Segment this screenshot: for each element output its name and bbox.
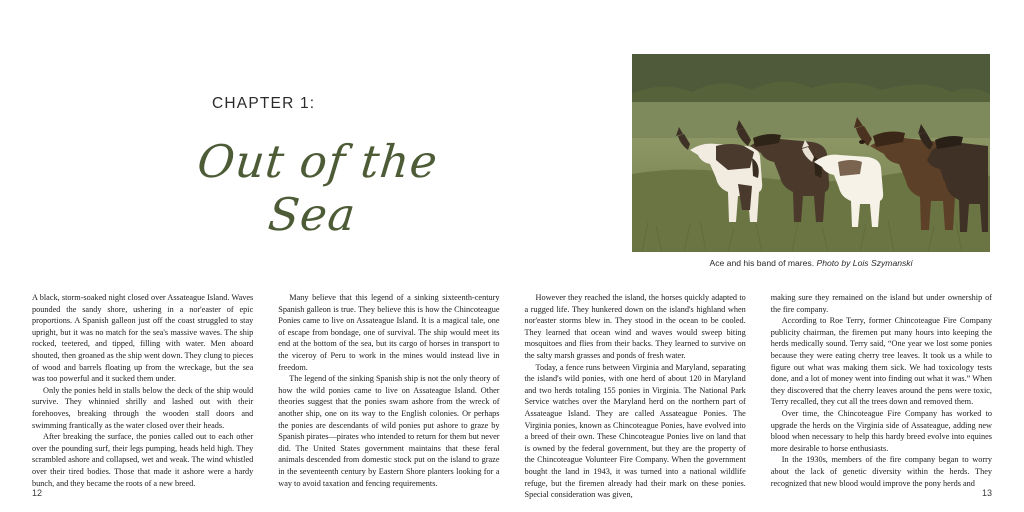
page-number-left: 12	[32, 488, 43, 498]
text-column-1	[32, 292, 253, 501]
paragraph: After breaking the surface, the ponies called out to each other over the pounding surf, their legs pumping, heads held high. They scrambled ashore and collapsed, wet and weak. The wind whistled over their tired bodies. Those that made it ashore were a hardy bunch, and they became the roots of a new breed.	[32, 432, 254, 488]
page-number-right: 13	[981, 488, 992, 498]
paragraph: Over time, the Chincoteague Fire Company has worked to upgrade the herds on the Virginia side of Assateague, adding new blood when necessary to help this hardy breed evolve into equines more desirable to horse enthusiasts.	[770, 408, 992, 453]
text-column-4	[771, 292, 992, 501]
paragraph: Only the ponies held in stalls below the deck of the ship would survive. They whinnied shrilly and lashed out with their forehooves, breaking through the wooden stall doors and swimming frantically as the water closed over their heads.	[32, 385, 254, 430]
paragraph: making sure they remained on the island but under ownership of the fire company.	[770, 293, 992, 314]
photo-horses-on-marsh	[632, 54, 990, 252]
paragraph: Today, a fence runs between Virginia and Maryland, separating the island's wild ponies, with one herd of about 120 in Maryland and two herds totaling 155 ponies in Virginia. The National Park Service watches over the Maryland herd on the northern part of Assateague Island. They are called Assateague Ponies. The Virginia ponies, known as Chincoteague Ponies, have evolved into a breed of their own. These Chincoteague Ponies live on land that is owned by the federal government, but they are the property of the Chincoteague Volunteer Fire Company. When the government bought the land in 1943, it was turned into a national wildlife refuge, but the firemen already had their mark on these ponies. Special consideration was given,	[524, 362, 746, 500]
paragraph: In the 1930s, members of the fire company began to worry about the lack of genetic diversity within the herds. They recognized that new blood would improve the pony herds and	[770, 455, 992, 488]
caption-credit: Photo by Lois Szymanski	[816, 258, 913, 268]
text-column-3	[525, 292, 746, 501]
photo-caption	[632, 258, 990, 268]
chapter-heading	[150, 95, 480, 241]
chapter-title: Out of the Sea	[194, 135, 441, 241]
chapter-label: CHAPTER 1:	[212, 95, 316, 112]
paragraph: Many believe that this legend of a sinking sixteenth-century Spanish galleon is true. They believe this is how the Chincoteague Ponies came to live on Assateague Island. It is a magical tale, one of escape from bondage, one of survival. The ship would meet its end at the bottom of the sea, but its cargo of horses in transport to the viceroy of Peru to work in the mines would instead live in freedom.	[278, 293, 500, 372]
paragraph: The legend of the sinking Spanish ship is not the only theory of how the wild ponies came to live on Assateague Island. Other theories suggest that the ponies swam ashore from the wreck of another ship, one on its way to the English colonies. Or perhaps the ponies are descendants of wild ponies put ashore to graze by Spanish pirates—pirates who intended to return for them but never did. The United States government maintains that these feral animals descended from domestic stock put on the island to graze in the seventeenth century by Eastern Shore planters looking for a way to avoid taxation and fencing requirements.	[278, 374, 500, 488]
paragraph: According to Roe Terry, former Chincoteague Fire Company publicity chairman, the firemen put many hours into keeping the herds medically sound. Terry said, “One year we lost some ponies because they were eating cherry tree leaves. It took us a while to figure out what was making them sick. We had toxicology tests done, and a lot of money went into finding out what it was.” When they discovered that the cherry leaves around the pens were toxic, Terry recalled, they cut all the trees down and removed them.	[770, 316, 992, 407]
paragraph: A black, storm-soaked night closed over Assateague Island. Waves pounded the sandy shore, ushering in a nor'easter of epic proportions. A Spanish galleon just off the coast struggled to stay upright, but it was no match for the sea's massive waves. The ship rocked, teetered, and tipped, filling with water. Men aboard shouted, then groaned as the ship went down. They clung to pieces of wood and barrels floating up from the wreckage, but the sea was too powerful and it sucked them under.	[32, 293, 254, 384]
text-column-2	[278, 292, 499, 501]
body-columns	[32, 292, 992, 501]
paragraph: However they reached the island, the horses quickly adapted to a rugged life. They hunkered down on the island's highland when nor'easter storms blew in. They stood in the ocean to be cooled. They learned that ocean wind and waves would sweep biting mosquitoes and flies from their backs. They learned to survive on the salty marsh grasses and ponds of fresh water.	[524, 293, 746, 360]
photo-illustration	[632, 54, 990, 252]
caption-text: Ace and his band of mares.	[709, 258, 817, 268]
